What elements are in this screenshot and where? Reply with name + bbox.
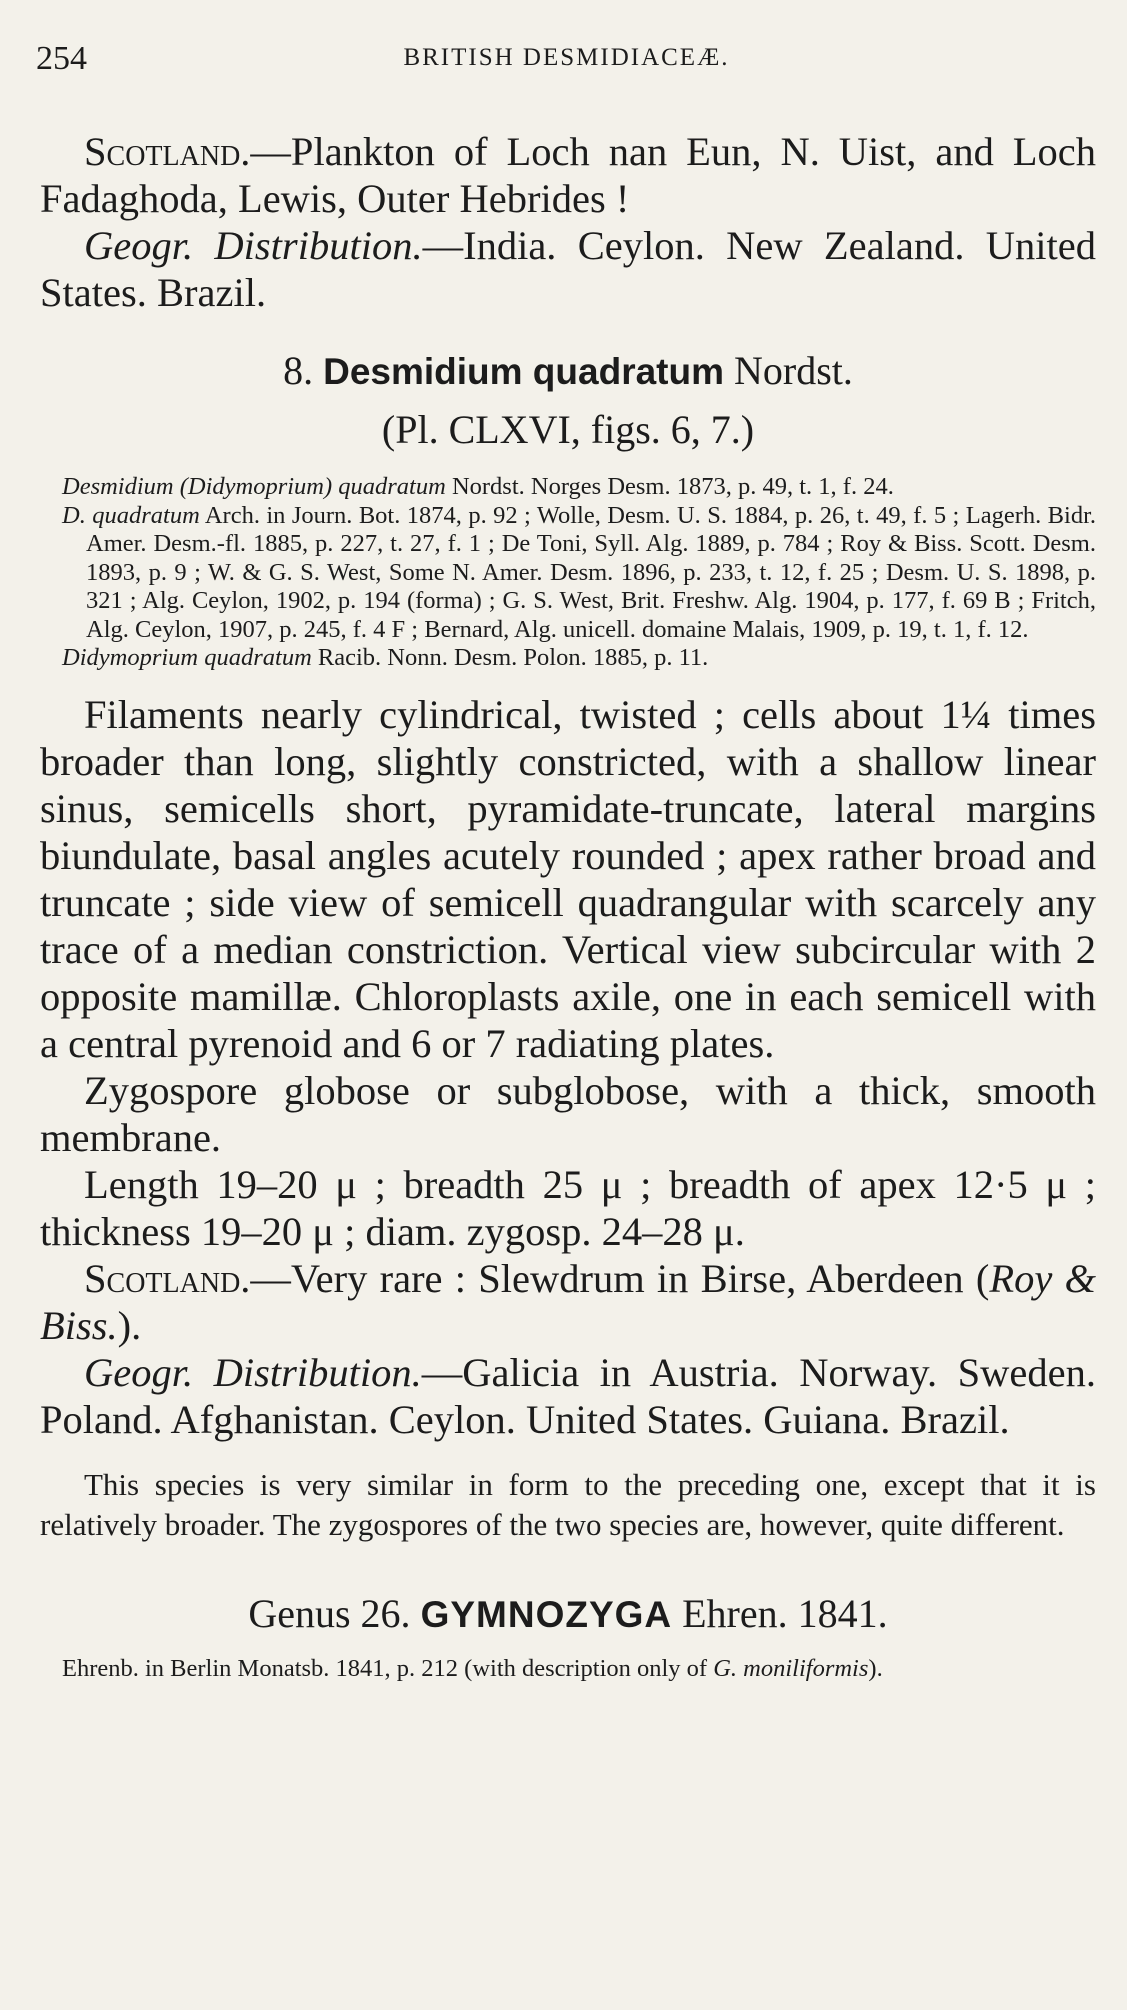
synonym-entry	[40, 502, 1096, 645]
synonym-taxon: Didymoprium quadratum	[62, 644, 312, 671]
scotland-text: —Plankton of Loch nan Eun, N. Uist, and Loch Fadaghoda, Lewis, Outer Hebrides !	[40, 129, 1096, 221]
geogr-label: Geogr. Distribution.	[84, 1349, 422, 1395]
genus-name: GYMNOZYGA	[420, 1593, 673, 1635]
dimensions: Length 19–20 μ ; breadth 25 μ ; breadth of apex 12·5 μ ; thickness 19–20 μ ; diam. zygosp. 24–28 μ.	[40, 1161, 1096, 1254]
geographic-distribution	[40, 1349, 1096, 1443]
geogr-label: Geogr. Distribution.	[84, 223, 423, 268]
genus-ref-taxon: G. moniliformis	[713, 1654, 869, 1682]
species-heading	[40, 346, 1096, 397]
species-name: Desmidium quadratum	[323, 351, 724, 392]
zygospore-description: Zygospore globose or subglobose, with a thick, smooth membrane.	[40, 1067, 1096, 1160]
synonym-entry	[40, 473, 1096, 502]
genus-ref-text: Ehrenb. in Berlin Monatsb. 1841, p. 212 (with description only of	[62, 1654, 714, 1682]
species-description: Filaments nearly cylindrical, twisted ; cells about 1¼ times broader than long, slightly constricted, with a shallow linear sinus, semicells short, pyramidate-truncate, lateral margins biundulate, basal angles acutely rounded ; apex rather broad and truncate ; side view of semicell quadrangular with scarcely any trace of a median constriction. Vertical view subcircular with 2 opposite mamillæ. Chloroplasts axile, one in each semicell with a central pyrenoid and 6 or 7 radiating plates.	[40, 691, 1096, 1066]
genus-prefix: Genus 26.	[248, 1590, 411, 1636]
scotland-text: —Very rare : Slewdrum in Birse, Aberdeen (	[250, 1255, 990, 1301]
scotland-authority: Roy & Biss.	[40, 1255, 1097, 1348]
synonym-refs: Nordst. Norges Desm. 1873, p. 49, t. 1, f. 24.	[451, 473, 894, 500]
scotland-record	[40, 1255, 1096, 1349]
running-title: BRITISH DESMIDIACEÆ.	[403, 44, 730, 71]
species-number: 8.	[283, 348, 314, 393]
synonym-refs: Racib. Nonn. Desm. Polon. 1885, p. 11.	[317, 644, 709, 671]
genus-ref-end: ).	[868, 1654, 883, 1682]
page-header	[36, 40, 1097, 90]
prev-scotland-record	[40, 128, 1096, 222]
synonym-entry	[40, 644, 1096, 673]
geogr-text: —India. Ceylon. New Zealand. United States. Brazil.	[40, 223, 1097, 315]
genus-author: Ehren. 1841.	[682, 1590, 888, 1636]
species-note: This species is very similar in form to the preceding one, except that it is relatively broader. The zygospores of the two species are, however, quite different.	[40, 1466, 1096, 1542]
prev-geographic-distribution	[40, 222, 1096, 316]
geogr-text: —Galicia in Austria. Norway. Sweden. Poland. Afghanistan. Ceylon. United States. Guiana. Brazil.	[40, 1349, 1096, 1442]
genus-reference	[40, 1654, 1096, 1683]
synonym-taxon: D. quadratum	[62, 501, 200, 529]
page-body	[40, 128, 1096, 1683]
plate-reference: (Pl. CLXVI, figs. 6, 7.)	[381, 407, 755, 452]
synonymy-list	[40, 473, 1096, 673]
synonym-refs: Arch. in Journ. Bot. 1874, p. 92 ; Wolle, Desm. U. S. 1884, p. 26, t. 49, f. 5 ; Lagerh. Bidr. Amer. Desm.-fl. 1885, p. 227, t. 27, f. 1 ; De Toni, Syll. Alg. 1889, p. 784 ; Roy & Biss. Scott. Desm. 1893, p. 9 ; W. & G. S. West, Some N. Amer. Desm. 1896, p. 233, t. 12, f. 25 ; Desm. U. S. 1898, p. 321 ; Alg. Ceylon, 1902, p. 194 (forma) ; G. S. West, Brit. Freshw. Alg. 1904, p. 177, f. 69 B ; Fritch, Alg. Ceylon, 1907, p. 245, f. 4 F ; Bernard, Alg. unicell. domaine Malais, 1909, p. 19, t. 1, f. 12.	[86, 501, 1097, 643]
synonym-taxon: Desmidium (Didymoprium) quadratum	[62, 473, 446, 500]
scotland-end: ).	[117, 1302, 142, 1348]
genus-heading	[40, 1589, 1096, 1640]
page-number: 254	[36, 40, 87, 77]
scotland-label: Scotland.	[84, 1255, 251, 1301]
scotland-label: Scotland.	[84, 129, 251, 174]
species-author: Nordst.	[734, 348, 853, 393]
